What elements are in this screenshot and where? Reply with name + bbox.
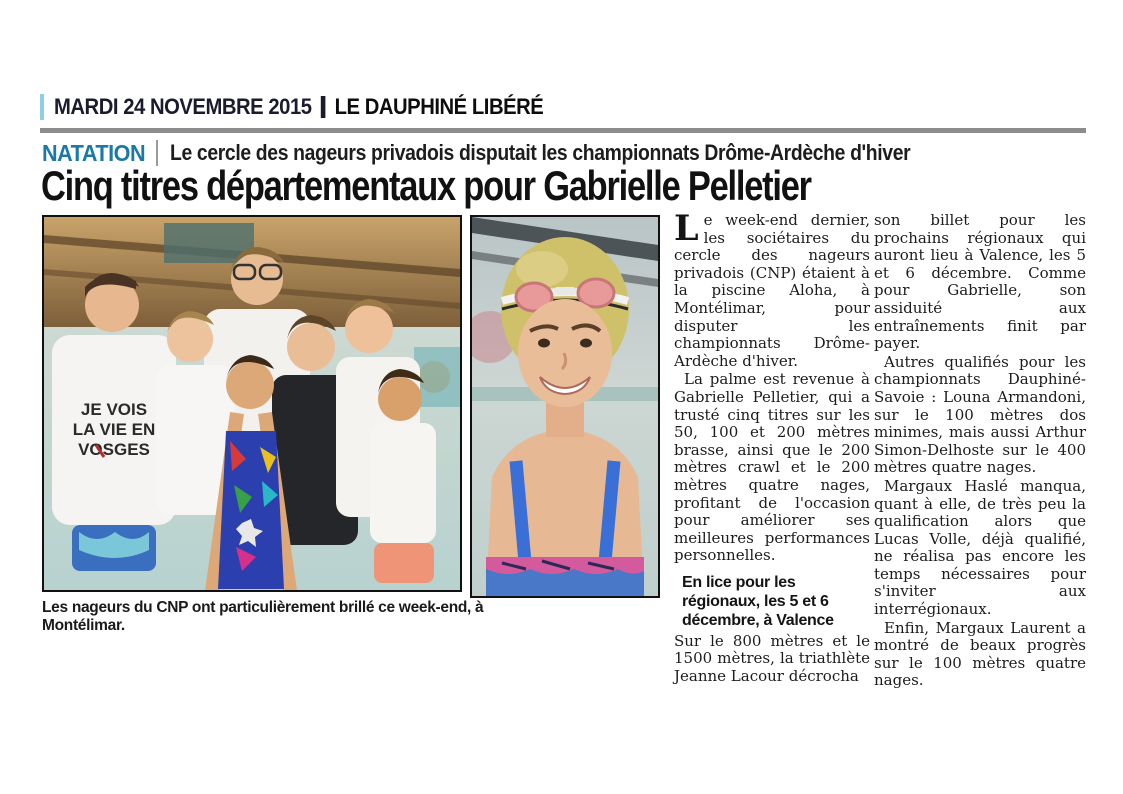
masthead-separator — [321, 96, 326, 118]
drop-cap: L — [674, 208, 699, 249]
headline: Cinq titres départementaux pour Gabrielle Pelletier — [41, 162, 811, 209]
masthead-date: MARDI 24 NOVEMBRE 2015 — [54, 94, 312, 119]
photo-caption: Les nageurs du CNP ont particulièrement brillé ce week-end, à Montélimar. — [42, 599, 484, 634]
swimmers-group-illustration — [44, 217, 460, 590]
paragraph-5: Autres qualifiés pour les championnats Dauphiné-Savoie : Louna Armandoni, sur le 100 mètres dos minimes, mais aussi Arthur Simon-Delhoste sur le 400 mètres quatre nages. — [874, 352, 1086, 477]
paragraph-7: Enfin, Margaux Laurent a montré de beaux progrès sur le 100 mètres quatre nages. — [874, 618, 1086, 690]
masthead-text — [54, 94, 543, 120]
kicker-text: Le cercle des nageurs privadois disputait les championnats Drôme-Ardèche d'hiver — [169, 140, 911, 165]
section-label: NATATION — [42, 139, 146, 166]
photo-gabrielle-portrait — [470, 215, 660, 598]
article-column-1 — [674, 208, 870, 687]
paragraph-4: son billet pour les prochains régionaux qui auront lieu à Valence, les 5 et 6 décembre. Comme pour Gabrielle, son assiduité aux entraînements finit par payer. — [874, 211, 1086, 353]
paragraph-6: Margaux Haslé manqua, quant à elle, de très peu la qualification alors que Lucas Volle, déjà qualifié, ne réalisa pas encore les temps nécessaires pour s'inviter aux interrégionaux. — [874, 476, 1086, 619]
masthead-paper-name: LE DAUPHINÉ LIBÉRÉ — [334, 94, 544, 119]
tshirt-line-3: VOSGES — [78, 440, 150, 459]
paragraph-3: Sur le 800 mètres et le 1500 mètres, la triathlète Jeanne Lacour décrocha — [674, 631, 870, 686]
tshirt-line-1: JE VOIS — [80, 400, 148, 419]
masthead-accent-bar — [40, 94, 44, 120]
paragraph-1-text: e week-end dernier, les sociétaires du cercle des nageurs privadois (CNP) étaient à la piscine Aloha, à Montélimar, pour disputer les championnats Drôme-Ardèche d'hiver. — [674, 211, 870, 370]
paragraph-2: La palme est revenue à Gabrielle Pelletier, qui a trusté cinq titres sur les 50, 100 et 200 mètres brasse, ainsi que le 200 mètres crawl et le 200 mètres quatre nages, profitant de l'occasion pour améliorer ses meilleures performances personnelles. — [674, 370, 870, 565]
horizontal-rule — [40, 128, 1086, 133]
paragraph-1 — [674, 208, 870, 370]
article-column-2 — [874, 212, 1086, 691]
portrait-illustration — [472, 217, 658, 596]
masthead — [40, 92, 586, 122]
photo-swimmers-group — [42, 215, 462, 592]
tshirt-line-2: LA VIE EN — [72, 420, 156, 439]
subheading: En lice pour les régionaux, les 5 et 6 décembre, à Valence — [682, 573, 834, 629]
